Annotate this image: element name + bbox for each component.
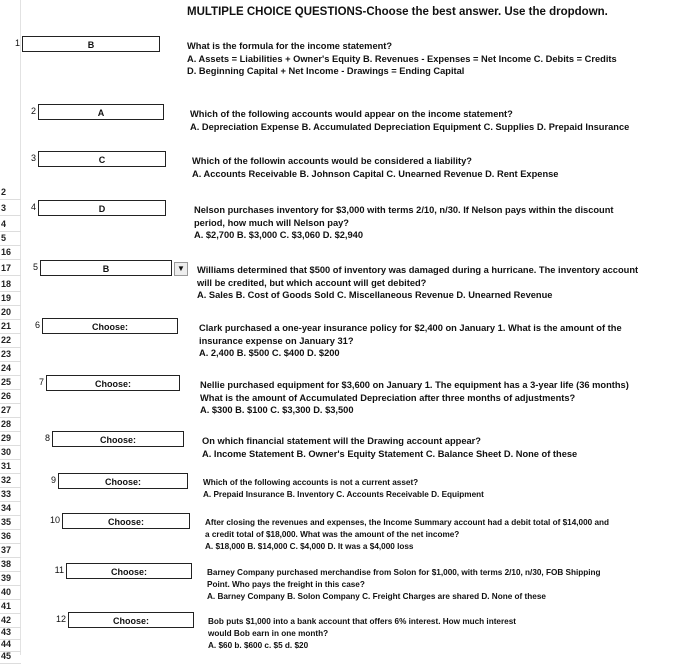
question-line: A. Assets = Liabilities + Owner's Equity B. Revenues - Expenses = Net Income C. Debits = Credits (187, 53, 617, 64)
answer-dropdown[interactable]: B (22, 36, 160, 52)
row-number: 45 (0, 650, 21, 664)
chevron-down-icon[interactable]: ▼ (174, 262, 188, 276)
question-line: A. $18,000 B. $14,000 C. $4,000 D. It was a $4,000 loss (205, 542, 414, 551)
question-text (197, 264, 638, 302)
question-number: 6 (34, 320, 40, 330)
question-line: A. Prepaid Insurance B. Inventory C. Accounts Receivable D. Equipment (203, 490, 484, 499)
row-number: 42 (0, 614, 21, 628)
row-number: 5 (0, 232, 21, 246)
answer-dropdown[interactable]: B (40, 260, 172, 276)
answer-dropdown[interactable]: Choose: (58, 473, 188, 489)
question-line: insurance expense on January 31? (199, 335, 354, 346)
question-text (187, 40, 617, 78)
row-number: 17 (0, 262, 21, 276)
question-prompt: Which of the followin accounts would be considered a liability? (192, 156, 472, 166)
question-line: D. Beginning Capital + Net Income - Drawings = Ending Capital (187, 66, 465, 76)
question-line: period, how much will Nelson pay? (194, 217, 349, 228)
question-line: Point. Who pays the freight in this case? (207, 580, 365, 589)
row-number: 31 (0, 460, 21, 474)
row-number: 21 (0, 320, 21, 334)
question-number: 11 (54, 565, 64, 575)
question-text (202, 435, 577, 460)
question-line: A. Income Statement B. Owner's Equity Statement C. Balance Sheet D. None of these (202, 448, 578, 459)
question-line: will be credited, but which account will get debited? (197, 277, 427, 288)
row-number: 25 (0, 376, 21, 390)
answer-dropdown[interactable]: C (38, 151, 166, 167)
question-prompt: Barney Company purchased merchandise from Solon for $1,000, with terms 2/10, n/30, FOB Shipping (207, 568, 601, 577)
answer-dropdown[interactable]: Choose: (66, 563, 192, 579)
question-text (208, 616, 516, 652)
question-text (192, 155, 558, 180)
row-number: 33 (0, 488, 21, 502)
answer-dropdown[interactable]: Choose: (62, 513, 190, 529)
question-prompt: Nellie purchased equipment for $3,600 on January 1. The equipment has a 3-year life (36 months) (200, 380, 629, 390)
question-number: 2 (30, 106, 36, 116)
row-number: 41 (0, 600, 21, 614)
row-number: 29 (0, 432, 21, 446)
row-number: 23 (0, 348, 21, 362)
row-number: 27 (0, 404, 21, 418)
question-text (205, 517, 609, 553)
question-number: 10 (49, 515, 60, 525)
row-number: 35 (0, 516, 21, 530)
question-prompt: Nelson purchases inventory for $3,000 with terms 2/10, n/30. If Nelson pays within the discount (194, 205, 614, 215)
question-number: 9 (50, 475, 56, 485)
row-number: 28 (0, 418, 21, 432)
question-line: A. Sales B. Cost of Goods Sold C. Miscellaneous Revenue D. Unearned Revenue (197, 290, 553, 300)
question-text (194, 204, 614, 242)
row-number: 19 (0, 292, 21, 306)
question-prompt: On which financial statement will the Drawing account appear? (202, 436, 481, 446)
question-number: 8 (44, 433, 50, 443)
question-number: 7 (38, 377, 44, 387)
answer-dropdown[interactable]: Choose: (52, 431, 184, 447)
question-number: 5 (32, 262, 38, 272)
row-number: 37 (0, 544, 21, 558)
question-text (207, 567, 601, 603)
answer-dropdown[interactable]: A (38, 104, 164, 120)
row-number: 43 (0, 626, 21, 640)
question-prompt: Clark purchased a one-year insurance policy for $2,400 on January 1. What is the amount of the (199, 323, 622, 333)
answer-dropdown[interactable]: Choose: (68, 612, 194, 628)
row-number: 22 (0, 334, 21, 348)
question-prompt: Which of the following accounts is not a current asset? (203, 478, 419, 487)
row-number: 34 (0, 502, 21, 516)
row-number: 38 (0, 558, 21, 572)
question-text (200, 379, 629, 417)
row-number: 3 (0, 202, 21, 216)
answer-dropdown[interactable]: Choose: (46, 375, 180, 391)
row-number: 36 (0, 530, 21, 544)
row-number: 20 (0, 306, 21, 320)
question-line: A. 2,400 B. $500 C. $400 D. $200 (199, 348, 340, 358)
row-number: 26 (0, 390, 21, 404)
question-text (203, 477, 484, 501)
question-number: 4 (30, 202, 36, 212)
question-line: A. $60 b. $600 c. $5 d. $20 (208, 641, 309, 650)
row-number: 39 (0, 572, 21, 586)
question-line: a credit total of $18,000. What was the amount of the net income? (205, 530, 460, 539)
answer-dropdown[interactable]: Choose: (42, 318, 178, 334)
question-number: 1 (14, 38, 20, 48)
question-number: 3 (30, 153, 36, 163)
question-line: A. Depreciation Expense B. Accumulated Depreciation Equipment C. Supplies D. Prepaid Insurance (190, 121, 630, 132)
question-line: A. Barney Company B. Solon Company C. Freight Charges are shared D. None of these (207, 592, 546, 601)
row-number: 16 (0, 246, 21, 260)
row-number: 2 (0, 186, 21, 200)
row-number: 44 (0, 638, 21, 652)
question-line: What is the amount of Accumulated Depreciation after three months of adjustments? (200, 392, 576, 403)
question-line: would Bob earn in one month? (208, 629, 329, 638)
question-text (199, 322, 622, 360)
question-number: 12 (55, 614, 66, 624)
row-number: 4 (0, 218, 21, 232)
question-line: A. $300 B. $100 C. $3,300 D. $3,500 (200, 405, 354, 415)
row-number: 18 (0, 278, 21, 292)
row-number: 40 (0, 586, 21, 600)
row-number: 24 (0, 362, 21, 376)
question-line: A. Accounts Receivable B. Johnson Capital C. Unearned Revenue D. Rent Expense (192, 168, 559, 179)
question-text (190, 108, 629, 133)
row-number: 30 (0, 446, 21, 460)
page-title: MULTIPLE CHOICE QUESTIONS-Choose the best answer. Use the dropdown. (187, 6, 608, 18)
question-prompt: Williams determined that $500 of inventory was damaged during a hurricane. The inventory account (197, 265, 639, 275)
row-number: 32 (0, 474, 21, 488)
question-line: A. $2,700 B. $3,000 C. $3,060 D. $2,940 (194, 230, 364, 240)
question-prompt: What is the formula for the income statement? (187, 41, 393, 51)
question-prompt: Which of the following accounts would appear on the income statement? (190, 109, 513, 119)
question-prompt: After closing the revenues and expenses, the Income Summary account had a debit total of $14,000 and (205, 518, 610, 527)
question-prompt: Bob puts $1,000 into a bank account that offers 6% interest. How much interest (208, 617, 517, 626)
answer-dropdown[interactable]: D (38, 200, 166, 216)
